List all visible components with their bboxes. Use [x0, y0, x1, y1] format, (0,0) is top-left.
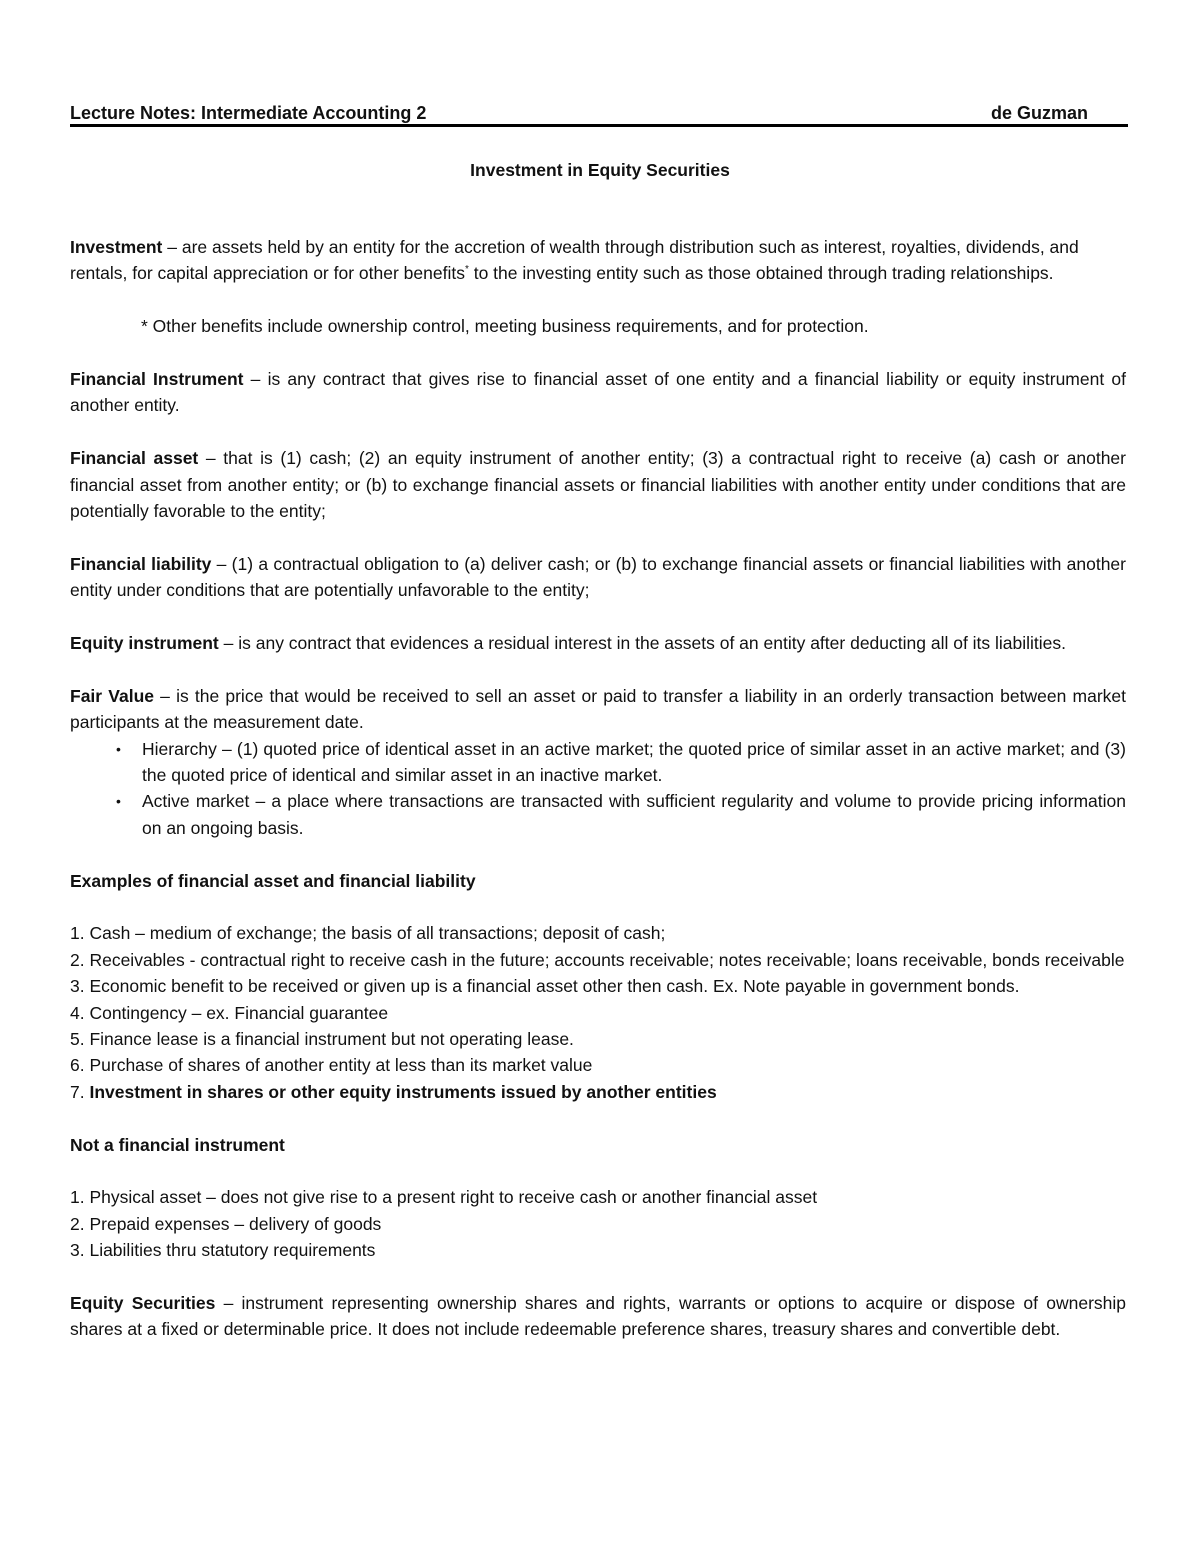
definition-text: to the investing entity such as those obtained through trading relationships. — [468, 263, 1054, 284]
section-heading: Not a financial instrument — [70, 1134, 285, 1155]
definition-fair-value — [70, 683, 1126, 736]
bullet-text: Active market – a place where transactions are transacted with sufficient regularity and volume to provide pricing information on an ongoing basis. — [142, 791, 1126, 838]
list-item: 3. Economic benefit to be received or given up is a financial asset other then cash. Ex. Note payable in government bonds. — [70, 976, 1020, 997]
definition-equity-securities — [70, 1290, 1126, 1343]
definition-financial-asset — [70, 445, 1126, 524]
list-item-number: 7. — [70, 1081, 90, 1102]
definition-text: – instrument representing ownership shares and rights, warrants or options to acquire or dispose of ownership shares at a fixed or determinable price. It does not include redeemable preference shares, treasury shares and convertible debt. — [70, 1293, 1126, 1340]
list-item: 4. Contingency – ex. Financial guarantee — [70, 1002, 389, 1023]
definition-text: – (1) a contractual obligation to (a) deliver cash; or (b) to exchange financial assets or financial liabilities with another entity under conditions that are potentially unfavorable to the entity; — [70, 553, 1126, 601]
definition-term: Financial Instrument — [70, 369, 244, 389]
page-header — [70, 100, 1128, 126]
examples-heading — [70, 868, 1126, 894]
investment-definition — [70, 234, 1126, 287]
definition-text: – are assets held by an entity for the accretion of wealth through distribution such as interest, royalties, dividends, and rentals, for capital appreciation or for other benefits — [70, 237, 1079, 284]
list-item: 6. Purchase of shares of another entity at less than its market value — [70, 1055, 593, 1076]
list-item: 5. Finance lease is a financial instrument but not operating lease. — [70, 1029, 574, 1050]
list-item: 1. Physical asset – does not give rise to a present right to receive cash or another financial asset — [70, 1187, 818, 1208]
definition-term: Equity instrument — [70, 633, 219, 654]
definition-financial-liability — [70, 551, 1126, 604]
definition-text: – is any contract that gives rise to financial asset of one entity and a financial liability or equity instrument of another entity. — [70, 369, 1126, 416]
document-body — [70, 234, 1126, 1369]
list-item-text: Investment in shares or other equity instruments issued by another entities — [89, 1081, 717, 1102]
definition-text: – is any contract that evidences a residual interest in the assets of an entity after deducting all of its liabilities. — [218, 633, 1067, 654]
header-rule — [70, 124, 1128, 127]
definition-equity-instrument — [70, 630, 1126, 656]
header-author: de Guzman — [990, 103, 1088, 123]
footnote-note: * Other benefits include ownership control, meeting business requirements, and for protection. — [141, 316, 869, 337]
bullet-icon: • — [116, 740, 121, 757]
not-financial-list — [70, 1184, 1126, 1263]
list-item: 3. Liabilities thru statutory requirements — [70, 1240, 376, 1261]
definition-term: Fair Value — [70, 685, 154, 706]
list-item: 2. Prepaid expenses – delivery of goods — [70, 1213, 382, 1234]
definition-text: – is the price that would be received to sell an asset or paid to transfer a liability in an orderly transaction between market participants at the measurement date. — [70, 685, 1126, 733]
fair-value-bullets — [70, 736, 1126, 842]
definition-term: Financial asset — [70, 448, 199, 469]
header-course-title: Lecture Notes: Intermediate Accounting 2 — [70, 103, 427, 123]
list-item — [70, 1079, 1126, 1105]
footnote-marker: * — [464, 264, 469, 276]
list-item: 1. Cash – medium of exchange; the basis of all transactions; deposit of cash; — [70, 923, 666, 944]
definition-text: – that is (1) cash; (2) an equity instrument of another entity; (3) a contractual right to receive (a) cash or another financial asset from another entity; or (b) to exchange financial assets or financial liabilities with another entity under conditions that are potentially favorable to the entity; — [70, 448, 1126, 522]
definition-term: Equity Securities — [70, 1293, 216, 1314]
section-heading: Examples of financial asset and financial liability — [70, 870, 476, 891]
bullet-item — [70, 736, 1126, 789]
definition-term: Financial liability — [70, 553, 212, 574]
bullet-icon: • — [116, 793, 121, 810]
not-financial-heading — [70, 1132, 1126, 1158]
definition-term: Investment — [70, 237, 163, 257]
document-title: Investment in Equity Securities — [470, 160, 730, 180]
list-item: 2. Receivables - contractual right to receive cash in the future; accounts receivable; notes receivable; loans receivable, bonds receivable — [70, 949, 1125, 970]
bullet-text: Hierarchy – (1) quoted price of identical asset in an active market; the quoted price of similar asset in an active market; and (3) the quoted price of identical and similar asset in an inactive market. — [142, 738, 1126, 786]
examples-list — [70, 920, 1126, 1105]
definition-financial-instrument — [70, 366, 1126, 419]
bullet-item — [70, 788, 1126, 841]
